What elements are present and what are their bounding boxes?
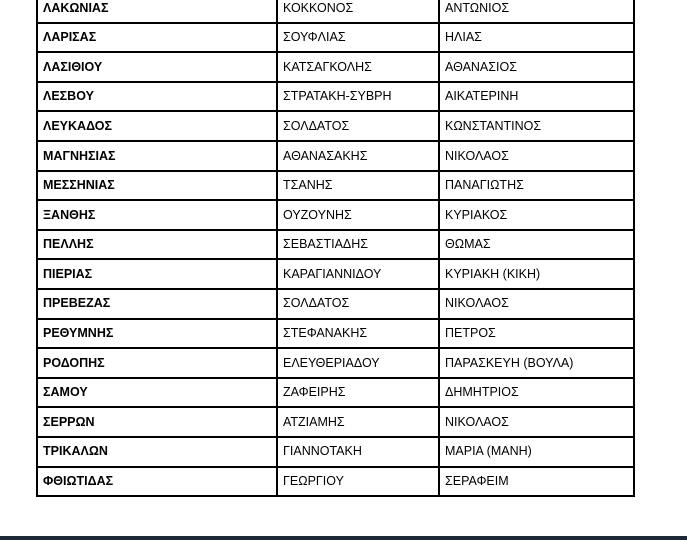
prefecture-cell: ΤΡΙΚΑΛΩΝ — [37, 437, 277, 467]
table-row — [37, 437, 634, 467]
first-name-cell: ΑΙΚΑΤΕΡΙΝΗ — [439, 82, 634, 112]
first-name-cell: ΚΥΡΙΑΚΗ (ΚΙΚΗ) — [439, 259, 634, 289]
prefecture-cell: ΣΕΡΡΩΝ — [37, 407, 277, 437]
prefecture-cell: ΛΕΥΚΑΔΟΣ — [37, 111, 277, 141]
first-name-cell: ΗΛΙΑΣ — [439, 23, 634, 53]
first-name-cell: ΠΑΝΑΓΙΩΤΗΣ — [439, 171, 634, 201]
first-name-cell: ΚΩΝΣΤΑΝΤΙΝΟΣ — [439, 111, 634, 141]
first-name-cell: ΑΘΑΝΑΣΙΟΣ — [439, 52, 634, 82]
table-row — [37, 0, 634, 23]
first-name-cell: ΔΗΜΗΤΡΙΟΣ — [439, 378, 634, 408]
prefecture-cell: ΠΡΕΒΕΖΑΣ — [37, 289, 277, 319]
prefecture-cell: ΡΕΘΥΜΝΗΣ — [37, 319, 277, 349]
surname-cell: ΖΑΦΕΙΡΗΣ — [277, 378, 439, 408]
first-name-cell: ΝΙΚΟΛΑΟΣ — [439, 289, 634, 319]
prefecture-cell: ΛΑΣΙΘΙΟΥ — [37, 52, 277, 82]
first-name-cell: ΑΝΤΩΝΙΟΣ — [439, 0, 634, 23]
table-row — [37, 111, 634, 141]
table-row — [37, 82, 634, 112]
surname-cell: ΣΟΥΦΛΙΑΣ — [277, 23, 439, 53]
surname-cell: ΤΣΑΝΗΣ — [277, 171, 439, 201]
roster-body — [37, 0, 634, 496]
table-row — [37, 348, 634, 378]
prefecture-cell: ΜΕΣΣΗΝΙΑΣ — [37, 171, 277, 201]
first-name-cell: ΝΙΚΟΛΑΟΣ — [439, 141, 634, 171]
surname-cell: ΕΛΕΥΘΕΡΙΑΔΟΥ — [277, 348, 439, 378]
prefecture-cell: ΣΑΜΟΥ — [37, 378, 277, 408]
first-name-cell: ΝΙΚΟΛΑΟΣ — [439, 407, 634, 437]
table-row — [37, 289, 634, 319]
table-row — [37, 467, 634, 497]
prefecture-cell: ΦΘΙΩΤΙΔΑΣ — [37, 467, 277, 497]
first-name-cell: ΠΕΤΡΟΣ — [439, 319, 634, 349]
prefecture-cell: ΡΟΔΟΠΗΣ — [37, 348, 277, 378]
surname-cell: ΚΟΚΚΟΝΟΣ — [277, 0, 439, 23]
surname-cell: ΚΑΤΣΑΓΚΟΛΗΣ — [277, 52, 439, 82]
surname-cell: ΣΕΒΑΣΤΙΑΔΗΣ — [277, 230, 439, 260]
surname-cell: ΓΙΑΝΝΟΤΑΚΗ — [277, 437, 439, 467]
surname-cell: ΑΤΖΙΑΜΗΣ — [277, 407, 439, 437]
prefecture-cell: ΠΕΛΛΗΣ — [37, 230, 277, 260]
first-name-cell: ΣΕΡΑΦΕΙΜ — [439, 467, 634, 497]
surname-cell: ΟΥΖΟΥΝΗΣ — [277, 200, 439, 230]
surname-cell: ΣΟΛΔΑΤΟΣ — [277, 111, 439, 141]
table-row — [37, 407, 634, 437]
prefecture-cell: ΠΙΕΡΙΑΣ — [37, 259, 277, 289]
table-row — [37, 230, 634, 260]
surname-cell: ΚΑΡΑΓΙΑΝΝΙΔΟΥ — [277, 259, 439, 289]
table-row — [37, 52, 634, 82]
prefecture-cell: ΞΑΝΘΗΣ — [37, 200, 277, 230]
first-name-cell: ΚΥΡΙΑΚΟΣ — [439, 200, 634, 230]
window-bottom-edge — [0, 536, 687, 540]
surname-cell: ΓΕΩΡΓΙΟΥ — [277, 467, 439, 497]
surname-cell: ΣΟΛΔΑΤΟΣ — [277, 289, 439, 319]
prefecture-roster-table — [36, 0, 635, 497]
prefecture-cell: ΛΑΡΙΣΑΣ — [37, 23, 277, 53]
table-row — [37, 259, 634, 289]
first-name-cell: ΜΑΡΙΑ (ΜΑΝΗ) — [439, 437, 634, 467]
prefecture-cell: ΛΕΣΒΟΥ — [37, 82, 277, 112]
table-row — [37, 200, 634, 230]
prefecture-cell: ΛΑΚΩΝΙΑΣ — [37, 0, 277, 23]
table-row — [37, 23, 634, 53]
table-row — [37, 378, 634, 408]
table-row — [37, 319, 634, 349]
surname-cell: ΣΤΕΦΑΝΑΚΗΣ — [277, 319, 439, 349]
table-row — [37, 171, 634, 201]
surname-cell: ΑΘΑΝΑΣΑΚΗΣ — [277, 141, 439, 171]
surname-cell: ΣΤΡΑΤΑΚΗ-ΣΥΒΡΗ — [277, 82, 439, 112]
first-name-cell: ΠΑΡΑΣΚΕΥΗ (ΒΟΥΛΑ) — [439, 348, 634, 378]
table-row — [37, 141, 634, 171]
prefecture-cell: ΜΑΓΝΗΣΙΑΣ — [37, 141, 277, 171]
first-name-cell: ΘΩΜΑΣ — [439, 230, 634, 260]
